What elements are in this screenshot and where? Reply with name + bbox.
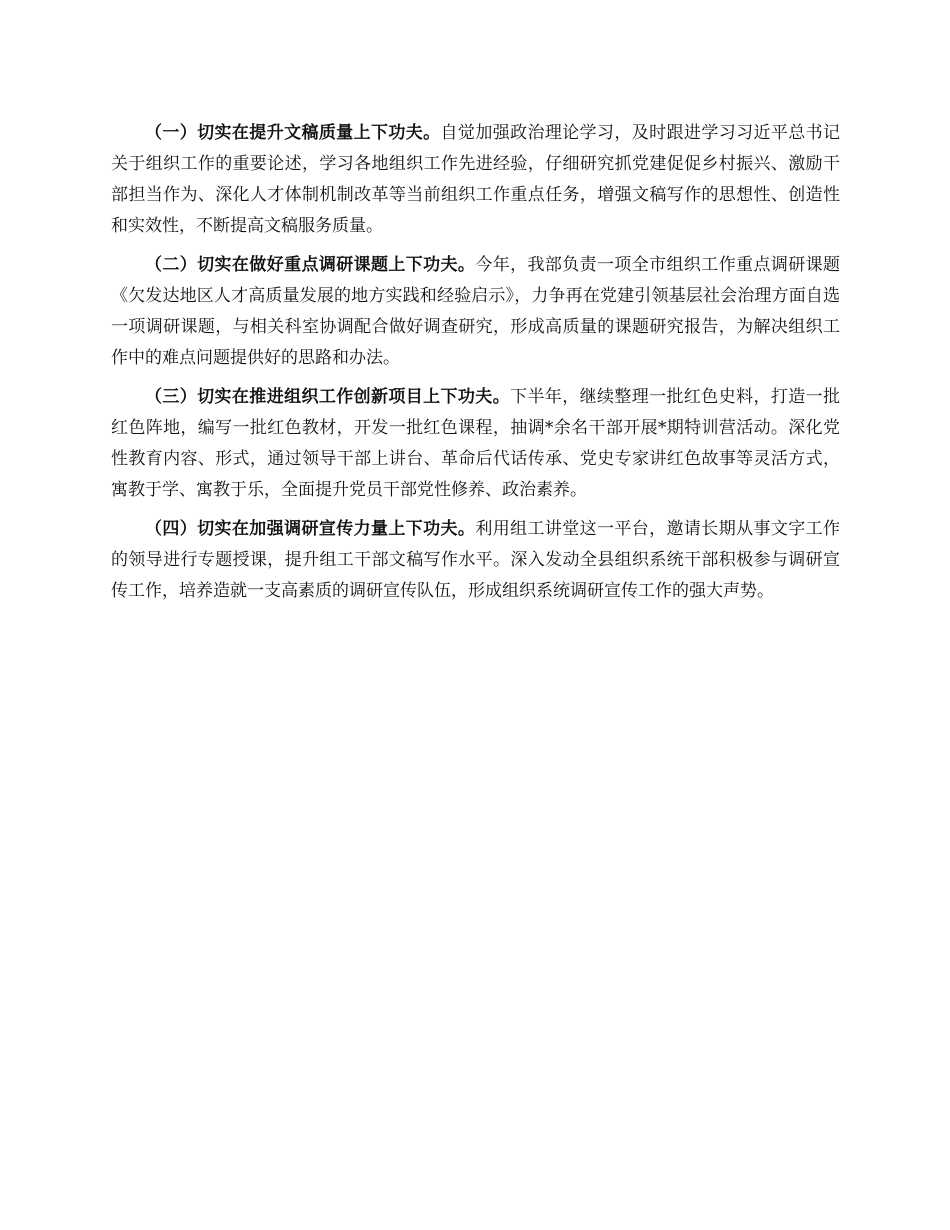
paragraph-2 [111,250,840,374]
paragraph-3-text: 下半年，继续整理一批红色史料，打造一批红色阵地，编写一批红色教材，开发一批红色课程，抽调*余名干部开展*期特训营活动。深化党性教育内容、形式，通过领导干部上讲台、革命后代话传承、党史专家讲红色故事等灵活方式，寓教于学、寓教于乐，全面提升党员干部党性修养、政治素养。 [111,387,841,500]
paragraph-4-heading: （四）切实在加强调研宣传力量上下功夫。 [145,519,476,539]
paragraph-2-text: 今年，我部负责一项全市组织工作重点调研课题《欠发达地区人才高质量发展的地方实践和经验启示》，力争再在党建引领基层社会治理方面自选一项调研课题，与相关科室协调配合做好调查研究，形成高质量的课题研究报告，为解决组织工作中的难点问题提供好的思路和办法。 [111,255,841,368]
paragraph-4-text: 利用组工讲堂这一平台，邀请长期从事文字工作的领导进行专题授课，提升组工干部文稿写作水平。深入发动全县组织系统干部积极参与调研宣传工作，培养造就一支高素质的调研宣传队伍，形成组织系统调研宣传工作的强大声势。 [111,519,841,601]
paragraph-4 [111,514,840,607]
paragraph-3-heading: （三）切实在推进组织工作创新项目上下功夫。 [145,387,511,407]
paragraph-3 [111,382,840,506]
document-body [111,118,840,615]
paragraph-2-heading: （二）切实在做好重点调研课题上下功夫。 [145,255,476,275]
paragraph-1-heading: （一）切实在提升文稿质量上下功夫。 [145,123,441,143]
paragraph-1-text: 自觉加强政治理论学习，及时跟进学习习近平总书记关于组织工作的重要论述，学习各地组织工作先进经验，仔细研究抓党建促促乡村振兴、激励干部担当作为、深化人才体制机制改革等当前组织工作重点任务，增强文稿写作的思想性、创造性和实效性，不断提高文稿服务质量。 [111,123,841,236]
paragraph-1 [111,118,840,242]
